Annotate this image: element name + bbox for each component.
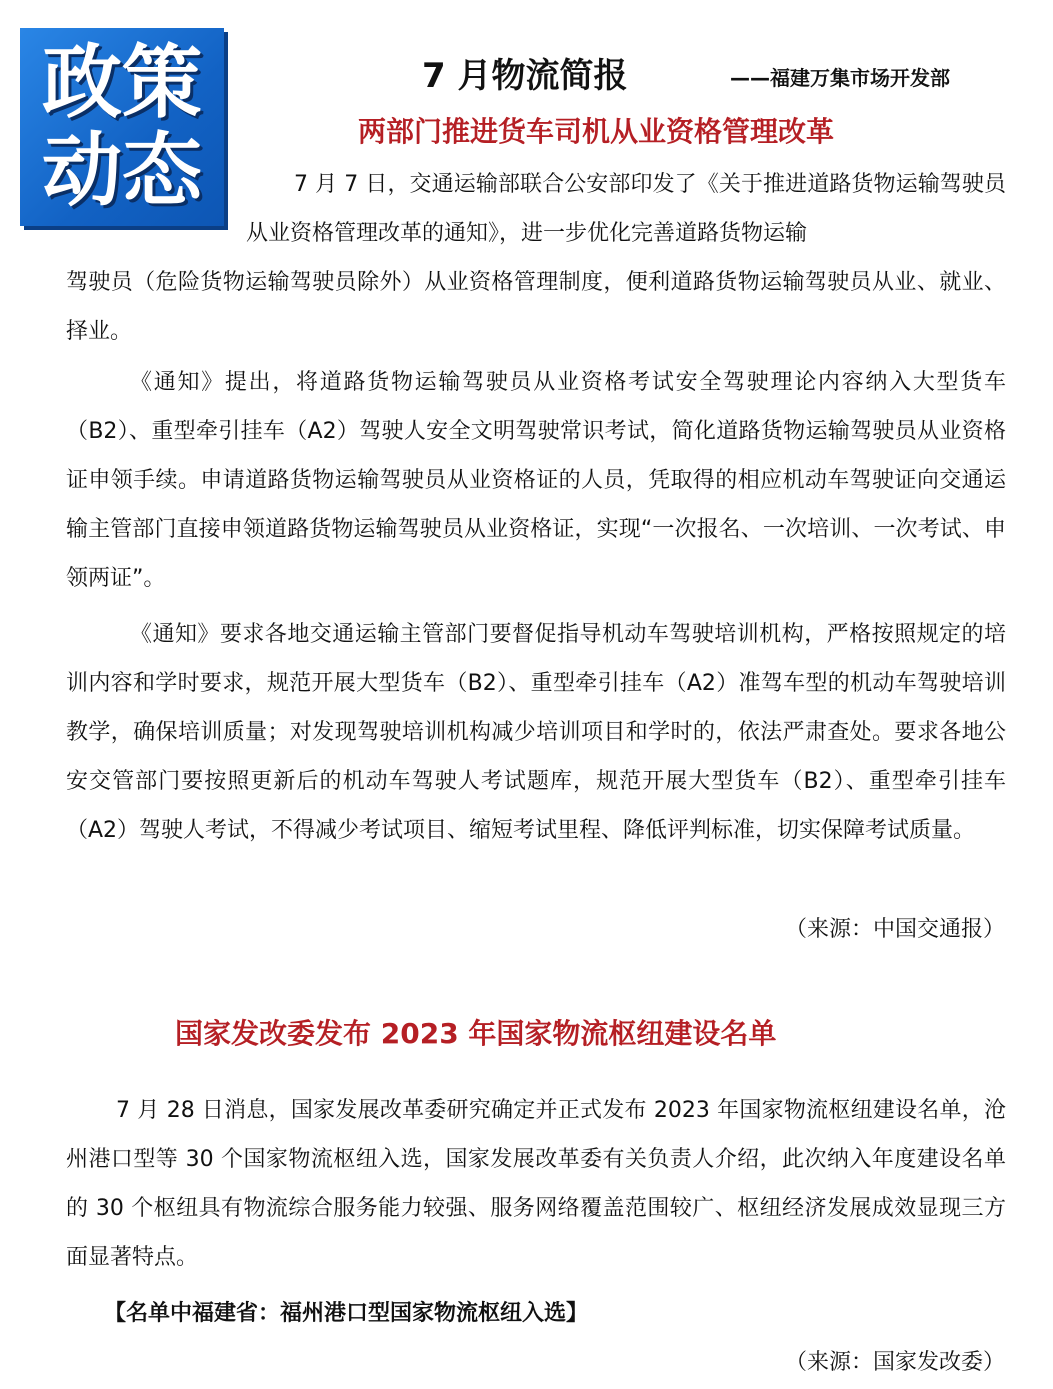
article-1-paragraph-1-continued: 驾驶员（危险货物运输驾驶员除外）从业资格管理制度，便利道路货物运输驾驶员从业、就业、择业。 bbox=[66, 270, 1006, 344]
article-2-headline: 国家发改委发布 2023 年国家物流枢纽建设名单 bbox=[175, 1017, 777, 1050]
article-2-source: （来源：国家发改委） bbox=[784, 1350, 1005, 1375]
article-2-paragraph-1: 7 月 28 日消息，国家发展改革委研究确定并正式发布 2023 年国家物流枢纽建设名单，沧州港口型等 30 个国家物流枢纽入选，国家发展改革委有关负责人介绍，此次纳入年度建设名单的 30 个枢纽具有物流综合服务能力较强、服务网络覆盖范围较广、枢纽经济发展成效显现三方面显著特点。 bbox=[66, 1098, 1006, 1270]
article-1-paragraph-1-intro: 7 月 7 日，交通运输部联合公安部印发了《关于推进道路货物运输驾驶员从业资格管理改革的通知》，进一步优化完善道路货物运输 bbox=[246, 172, 1006, 246]
badge-text-line-1: 政策 bbox=[42, 36, 202, 129]
page-title: 7 月物流简报 bbox=[422, 56, 628, 96]
article-1-paragraph-3: 《通知》要求各地交通运输主管部门要督促指导机动车驾驶培训机构，严格按照规定的培训内容和学时要求，规范开展大型货车（B2）、重型牵引挂车（A2）准驾车型的机动车驾驶培训教学，确保培训质量；对发现驾驶培训机构减少培训项目和学时的，依法严肃查处。要求各地公安交管部门要按照更新后的机动车驾驶人考试题库，规范开展大型货车（B2）、重型牵引挂车（A2）驾驶人考试，不得减少考试项目、缩短考试里程、降低评判标准，切实保障考试质量。 bbox=[66, 622, 1006, 843]
policy-news-badge bbox=[20, 28, 224, 226]
badge-text-line-2: 动态 bbox=[42, 124, 202, 217]
article-1-source: （来源：中国交通报） bbox=[784, 917, 1005, 942]
article-1-headline: 两部门推进货车司机从业资格管理改革 bbox=[358, 115, 835, 148]
article-1-paragraph-2: 《通知》提出，将道路货物运输驾驶员从业资格考试安全驾驶理论内容纳入大型货车（B2）、重型牵引挂车（A2）驾驶人安全文明驾驶常识考试，简化道路货物运输驾驶员从业资格证申领手续。申请道路货物运输驾驶员从业资格证的人员，凭取得的相应机动车驾驶证向交通运输主管部门直接申领道路货物运输驾驶员从业资格证，实现“一次报名、一次培训、一次考试、申领两证”。 bbox=[66, 370, 1006, 591]
article-2-highlight: 【名单中福建省：福州港口型国家物流枢纽入选】 bbox=[104, 1301, 589, 1326]
department-byline: ——福建万集市场开发部 bbox=[730, 66, 950, 90]
